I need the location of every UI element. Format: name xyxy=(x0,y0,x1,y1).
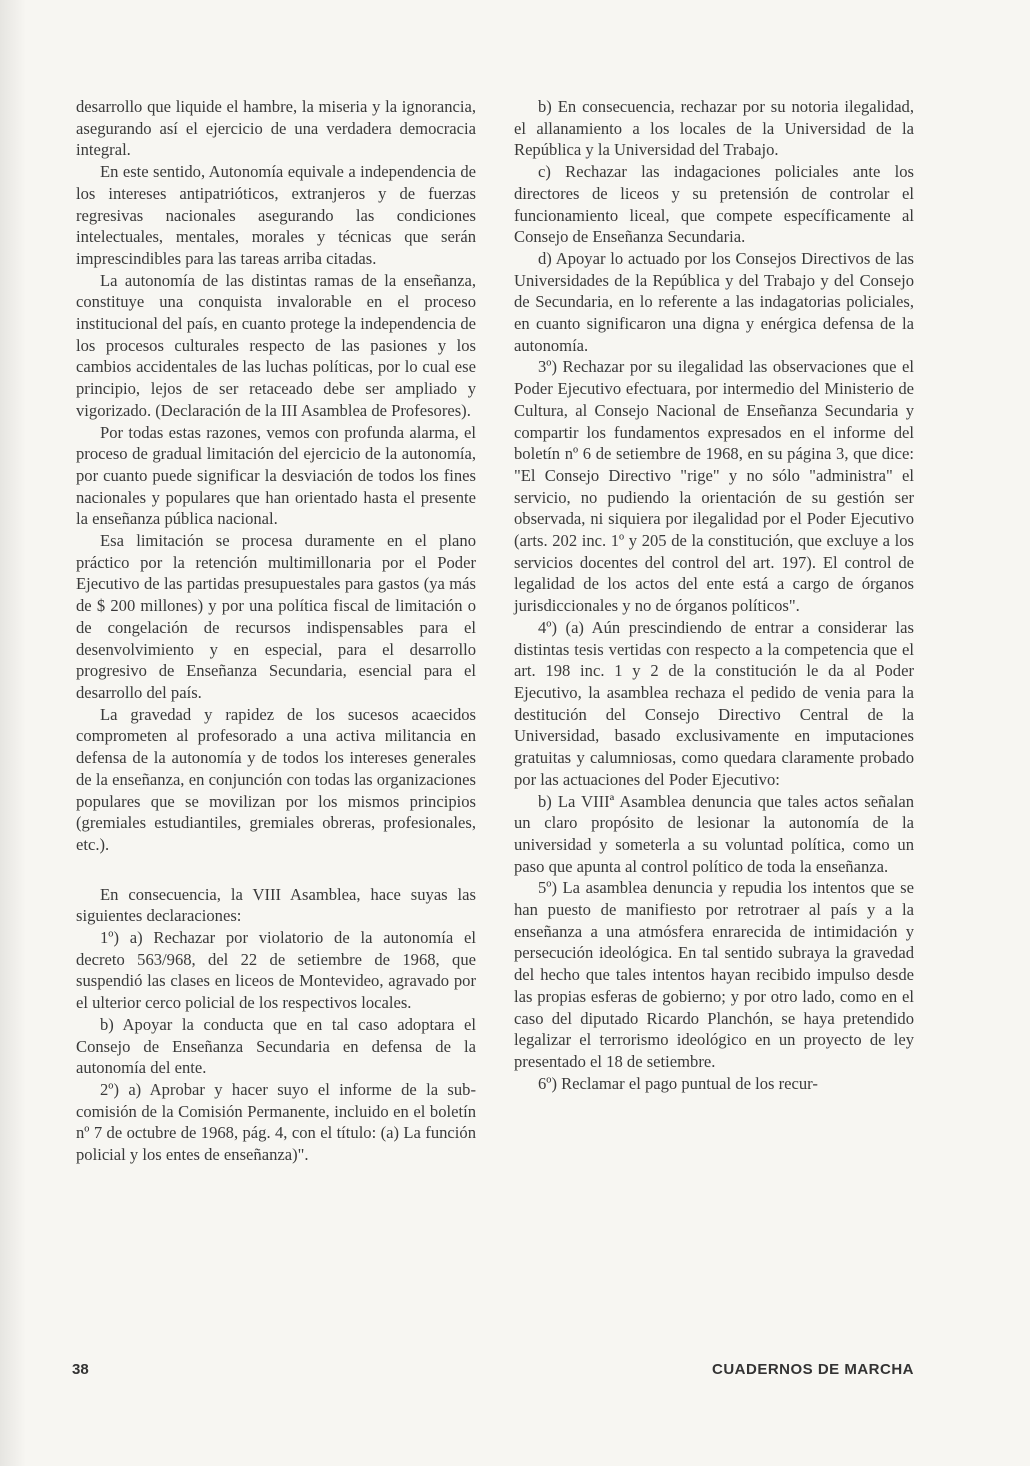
paragraph: 1º) a) Rechazar por violatorio de la autonomía el decreto 563/968, del 22 de setiembre de 1968, que suspendió las clases en liceos de Montevideo, agravado por el ulterior cerco policial de los respectivos locales. xyxy=(76,928,476,1013)
paragraph: 5º) La asamblea denuncia y repudia los intentos que se han puesto de manifiesto por retrotraer al país y a la enseñanza a una atmósfera enrarecida de intimidación y persecución ideológica. En tal sentido subraya la gravedad del hecho que tales intentos hayan recibido impulso desde las propias esferas de gobierno; y por otro lado, como en el caso del diputado Ricardo Planchón, se haya pretendido legalizar el terrorismo ideológico en un proyecto de ley presentado el 18 de setiembre. xyxy=(514,878,914,1071)
paragraph: b) La VIIIª Asamblea denuncia que tales actos señalan un claro propósito de lesionar la autonomía de la universidad y someterla a su voluntad política, como un paso que apunta al control político de toda la enseñanza. xyxy=(514,791,914,876)
page-edge-shadow xyxy=(0,0,26,1466)
paragraph: d) Apoyar lo actuado por los Consejos Directivos de las Universidades de la República y del Trabajo y del Consejo de Secundaria, en lo referente a las indagatorias policiales, en cuanto significaron una digna y enérgica defensa de la autonomía. xyxy=(514,248,914,355)
publication-title: CUADERNOS DE MARCHA xyxy=(711,1361,914,1378)
paragraph: La autonomía de las distintas ramas de la enseñanza, constituye una conquista invalorable en el proceso institucional del país, en cuanto protege la independencia de los procesos culturales respecto de las pasiones y los cambios accidentales de las luchas políticas, por lo cual ese principio, lejos de ser retaceado debe ser ampliado y vigorizado. (Declaración de la III Asamblea de Profesores). xyxy=(76,270,476,420)
right-column xyxy=(514,96,914,1094)
left-column xyxy=(76,96,476,1166)
paragraph: c) Rechazar las indagaciones policiales ante los directores de liceos y su pretensión de controlar el funcionamiento liceal, que compete específicamente al Consejo de Enseñanza Secundaria. xyxy=(514,162,914,247)
paragraph: b) En consecuencia, rechazar por su notoria ilegalidad, el allanamiento a los locales de la Universidad de la República y la Universidad del Trabajo. xyxy=(514,97,914,160)
section-gap xyxy=(76,856,476,884)
paragraph: Por todas estas razones, vemos con profunda alarma, el proceso de gradual limitación del ejercicio de la autonomía, por cuanto puede significar la desviación de todos los fines nacionales y populares que han orientado hasta el presente la enseñanza pública nacional. xyxy=(76,422,476,529)
paragraph: 4º) (a) Aún prescindiendo de entrar a considerar las distintas tesis vertidas con respecto a la competencia que el art. 198 inc. 1 y 2 de la constitución le da al Poder Ejecutivo, la asamblea rechaza el pedido de venia para la destitución del Consejo Directivo Central de la Universidad, basado exclusivamente en imputaciones gratuitas y calumniosas, como quedara claramente probado por las actuaciones del Poder Ejecutivo: xyxy=(514,617,914,789)
paragraph: 2º) a) Aprobar y hacer suyo el informe de la sub-comisión de la Comisión Permanente, incluido en el boletín nº 7 de octubre de 1968, pág. 4, con el título: (a) La función policial y los entes de enseñanza)". xyxy=(76,1079,476,1165)
paragraph: En consecuencia, la VIII Asamblea, hace suyas las siguientes declaraciones: xyxy=(76,884,476,926)
paragraph: 6º) Reclamar el pago puntual de los recur- xyxy=(538,1073,818,1093)
paragraph: b) Apoyar la conducta que en tal caso adoptara el Consejo de Enseñanza Secundaria en defensa de la autonomía del ente. xyxy=(76,1014,476,1078)
paragraph: 3º) Rechazar por su ilegalidad las observaciones que el Poder Ejecutivo efectuara, por intermedio del Ministerio de Cultura, al Consejo Nacional de Enseñanza Secundaria y compartir los fundamentos expresados en el informe del boletín nº 6 de setiembre de 1968, en su página 3, que dice: "El Consejo Directivo "rige" y no sólo "administra" el servicio, no pudiendo la orientación de su gestión ser observada, ni siquiera por ilegalidad por el Poder Ejecutivo (arts. 202 inc. 1º y 205 de la constitución, que excluye a los servicios docentes del control del art. 197). El control de legalidad de los actos del ente está a cargo de órganos jurisdiccionales y no de órganos políticos". xyxy=(514,357,914,616)
paragraph: La gravedad y rapidez de los sucesos acaecidos comprometen al profesorado a una activa militancia en defensa de la autonomía y de todos los intereses generales de la enseñanza, en conjunción con todas las organizaciones populares que se movilizan por los mismos principios (gremiales estudiantiles, gremiales obreras, profesionales, etc.). xyxy=(76,704,476,854)
paragraph: desarrollo que liquide el hambre, la miseria y la ignorancia, asegurando así el ejercicio de una verdadera democracia integral. xyxy=(76,97,476,160)
paragraph: En este sentido, Autonomía equivale a independencia de los intereses antipatrióticos, extranjeros y de fuerzas regresivas nacionales asegurando las condiciones intelectuales, mentales, morales y técnicas que serán imprescindibles para las tareas arriba citadas. xyxy=(76,162,476,268)
paragraph: Esa limitación se procesa duramente en el plano práctico por la retención multimillonaria por el Poder Ejecutivo de las partidas presupuestales para gastos (ya más de $ 200 millones) y por una política fiscal de limitación o de congelación de recursos indispensables para el desenvolvimiento y en especial, para el desarrollo progresivo de Enseñanza Secundaria, esencial para el desarrollo del país. xyxy=(76,531,476,702)
page-number: 38 xyxy=(72,1361,89,1378)
